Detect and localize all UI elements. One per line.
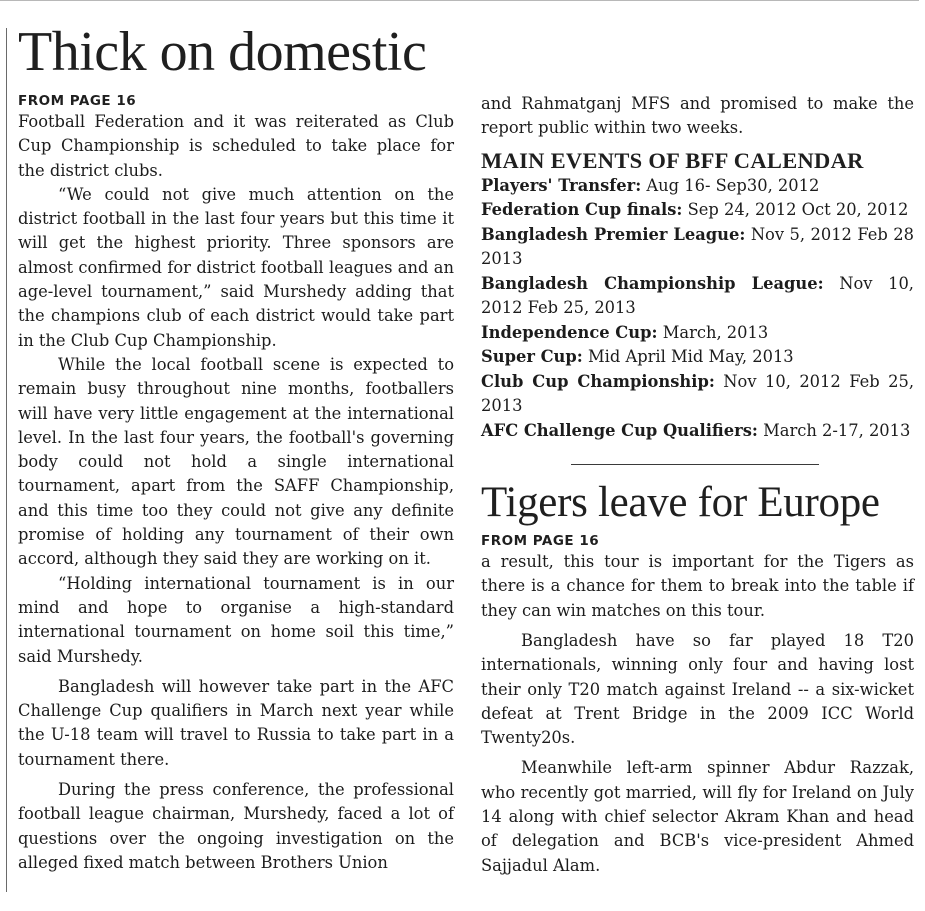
calendar-event xyxy=(481,419,914,444)
article2-paragraph: Bangladesh have so far played 18 T20 internationals, winning only four and having lost their only T20 match against Ireland -- a six-wicket defeat at Trent Bridge in the 2009 ICC World Twenty20s. xyxy=(481,630,914,748)
article2-paragraph: Meanwhile left-arm spinner Abdur Razzak, who recently got married, will fly for Ireland on July 14 along with chief selector Akram Khan and head of delegation and BCB's vice-president Ahmed Sajjadul Alam. xyxy=(481,758,914,875)
calendar-event-label: Federation Cup finals: xyxy=(481,200,683,220)
calendar-event-label: Bangladesh Premier League: xyxy=(481,224,746,244)
calendar-event-date: March, 2013 xyxy=(662,322,769,342)
calendar-event-label: Club Cup Championship: xyxy=(481,371,715,391)
calendar-event-date: Mid April Mid May, 2013 xyxy=(587,347,794,367)
calendar-event xyxy=(481,198,914,223)
calendar-event xyxy=(481,223,914,272)
article1-kicker: FROM PAGE 16 xyxy=(18,93,137,109)
left-column-rule xyxy=(6,28,7,892)
bff-calendar-title: MAIN EVENTS OF BFF CALENDAR xyxy=(481,147,864,173)
calendar-event-label: AFC Challenge Cup Qualifiers: xyxy=(481,420,758,440)
article2-kicker: FROM PAGE 16 xyxy=(481,533,600,550)
section-divider xyxy=(571,464,819,465)
calendar-event-date: Nov 5, 2012 Feb 28 2013 xyxy=(481,224,914,269)
article1-continuation: and Rahmatganj MFS and promised to make the report public within two weeks. xyxy=(481,94,914,138)
calendar-event-label: Super Cup: xyxy=(481,347,583,367)
bff-calendar-list xyxy=(481,174,914,444)
right-column xyxy=(481,92,914,878)
calendar-event-label: Independence Cup: xyxy=(481,322,658,342)
calendar-event-date: March 2-17, 2013 xyxy=(763,420,911,440)
calendar-event-date: Nov 10, 2012 Feb 25, 2013 xyxy=(481,371,914,416)
article1-paragraph: Bangladesh will however take part in the AFC Challenge Cup qualifiers in March next year while the U-18 team will travel to Russia to take part in a tournament there. xyxy=(18,676,454,769)
calendar-event xyxy=(481,272,914,321)
top-border-rule xyxy=(0,0,919,1)
calendar-event-label: Bangladesh Championship League: xyxy=(481,273,824,293)
calendar-event-date: Aug 16- Sep30, 2012 xyxy=(646,175,820,195)
article1-paragraph: Football Federation and it was reiterated as Club Cup Championship is scheduled to take place for the district clubs. xyxy=(18,112,454,180)
article1-paragraph: During the press conference, the professional football league chairman, Murshedy, faced a lot of questions over the ongoing investigation on the alleged fixed match between Brothers Union xyxy=(18,780,454,872)
calendar-event xyxy=(481,345,914,370)
calendar-event xyxy=(481,321,914,346)
calendar-event-date: Sep 24, 2012 Oct 20, 2012 xyxy=(687,200,909,220)
calendar-event xyxy=(481,370,914,419)
article1-paragraph: While the local football scene is expected to remain busy throughout nine months, footballers will have very little engagement at the international level. In the last four years, the football's governing body could not hold a single international tournament, apart from the SAFF Championship, and this time too they could not give any definite promise of holding any tournament of their own accord, although they said they are working on it. xyxy=(18,354,454,569)
calendar-event-date: Nov 10, 2012 Feb 25, 2013 xyxy=(481,273,914,318)
article2-paragraph: a result, this tour is important for the Tigers as there is a chance for them to break into the table if they can win matches on this tour. xyxy=(481,552,914,620)
article1-paragraph: “Holding international tournament is in our mind and hope to organise a high-standard international tournament on home soil this time,” said Murshedy. xyxy=(18,573,454,666)
headline-thick-on-domestic: Thick on domestic xyxy=(18,21,427,83)
calendar-event-label: Players' Transfer: xyxy=(481,175,642,195)
calendar-event xyxy=(481,174,914,199)
headline-tigers-leave-for-europe: Tigers leave for Europe xyxy=(481,479,880,527)
article1-paragraph: “We could not give much attention on the district football in the last four years but this time it will get the highest priority. Three sponsors are almost confirmed for district football leagues and an age-level tournament,” said Murshedy adding that the champions club of each district would take part in the Club Cup Championship. xyxy=(18,184,454,350)
article1-left-column xyxy=(18,92,454,875)
